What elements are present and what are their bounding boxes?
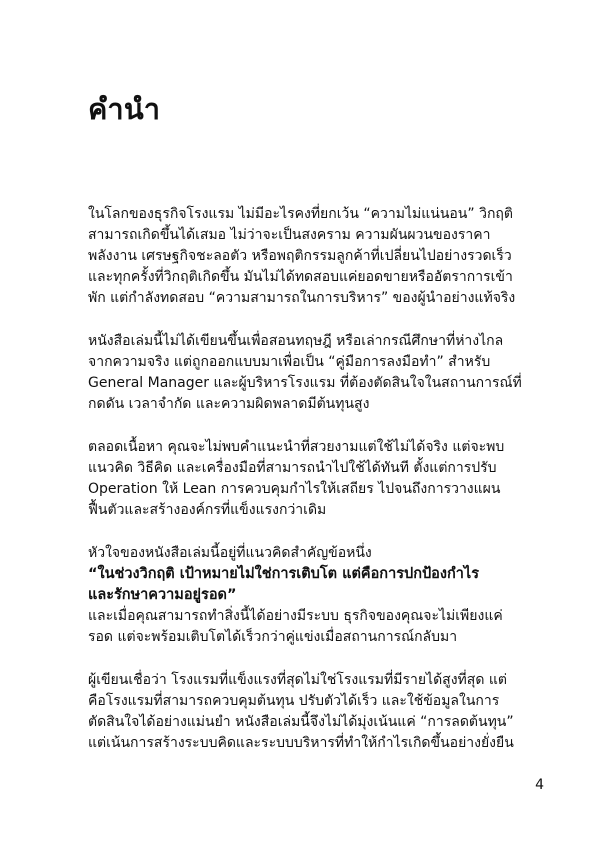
page-title: คำนำ xyxy=(88,92,161,126)
text-line: กดดัน เวลาจำกัด และความผิดพลาดมีต้นทุนสูง xyxy=(88,396,370,412)
paragraph-4 xyxy=(88,543,550,648)
text-line: พัก แต่กำลังทดสอบ “ความสามารถในการบริหาร” ของผู้นำอย่างแท้จริง xyxy=(88,290,516,306)
text-line: จากความจริง แต่ถูกออกแบบมาเพื่อเป็น “คู่มือการลงมือทำ” สำหรับ xyxy=(88,354,491,370)
text-line: รอด แต่จะพร้อมเติบโตได้เร็วกว่าคู่แข่งเมื่อสถานการณ์กลับมา xyxy=(88,629,458,645)
text-line: Operation ให้ Lean การควบคุมกำไรให้เสถียร ไปจนถึงการวางแผน xyxy=(88,481,501,497)
text-line: ผู้เขียนเชื่อว่า โรงแรมที่แข็งแรงที่สุดไม่ใช่โรงแรมที่มีรายได้สูงที่สุด แต่ xyxy=(88,672,507,688)
text-line: และทุกครั้งที่วิกฤติเกิดขึ้น มันไม่ได้ทดสอบแค่ยอดขายหรืออัตราการเข้า xyxy=(88,269,513,285)
text-line: และเมื่อคุณสามารถทำสิ่งนี้ได้อย่างมีระบบ ธุรกิจของคุณจะไม่เพียงแค่ xyxy=(88,608,503,624)
body-text xyxy=(88,204,550,776)
text-line: สามารถเกิดขึ้นได้เสมอ ไม่ว่าจะเป็นสงคราม ความผันผวนของราคา xyxy=(88,227,491,243)
text-line: ในโลกของธุรกิจโรงแรม ไม่มีอะไรคงที่ยกเว้น “ความไม่แน่นอน” วิกฤติ xyxy=(88,206,513,222)
text-line: ตลอดเนื้อหา คุณจะไม่พบคำแนะนำที่สวยงามแต่ใช้ไม่ได้จริง แต่จะพบ xyxy=(88,439,505,455)
paragraph-5 xyxy=(88,670,550,754)
text-line: ฟื้นตัวและสร้างองค์กรที่แข็งแรงกว่าเดิม xyxy=(88,502,327,518)
paragraph-2 xyxy=(88,331,550,415)
text-line: หนังสือเล่มนี้ไม่ได้เขียนขึ้นเพื่อสอนทฤษฎี หรือเล่ากรณีศึกษาที่ห่างไกล xyxy=(88,333,504,349)
paragraph-1 xyxy=(88,204,550,309)
text-line: พลังงาน เศรษฐกิจชะลอตัว หรือพฤติกรรมลูกค้าที่เปลี่ยนไปอย่างรวดเร็ว xyxy=(88,248,512,264)
emphasis-quote-line: และรักษาความอยู่รอด” xyxy=(88,587,237,603)
text-line: แต่เน้นการสร้างระบบคิดและระบบบริหารที่ทำให้กำไรเกิดขึ้นอย่างยั่งยืน xyxy=(88,735,514,751)
text-line: ตัดสินใจได้อย่างแม่นยำ หนังสือเล่มนี้จึงไม่ได้มุ่งเน้นแค่ “การลดต้นทุน” xyxy=(88,714,514,730)
page-number: 4 xyxy=(535,777,544,793)
text-line: คือโรงแรมที่สามารถควบคุมต้นทุน ปรับตัวได้เร็ว และใช้ข้อมูลในการ xyxy=(88,693,500,709)
text-line: หัวใจของหนังสือเล่มนี้อยู่ที่แนวคิดสำคัญข้อหนึ่ง xyxy=(88,545,372,561)
text-line: แนวคิด วิธีคิด และเครื่องมือที่สามารถนำไปใช้ได้ทันที ตั้งแต่การปรับ xyxy=(88,460,497,476)
emphasis-quote-line: “ในช่วงวิกฤติ เป้าหมายไม่ใช่การเติบโต แต่คือการปกป้องกำไร xyxy=(88,566,479,582)
text-line: General Manager และผู้บริหารโรงแรม ที่ต้องตัดสินใจในสถานการณ์ที่ xyxy=(88,375,522,391)
paragraph-3 xyxy=(88,437,550,521)
